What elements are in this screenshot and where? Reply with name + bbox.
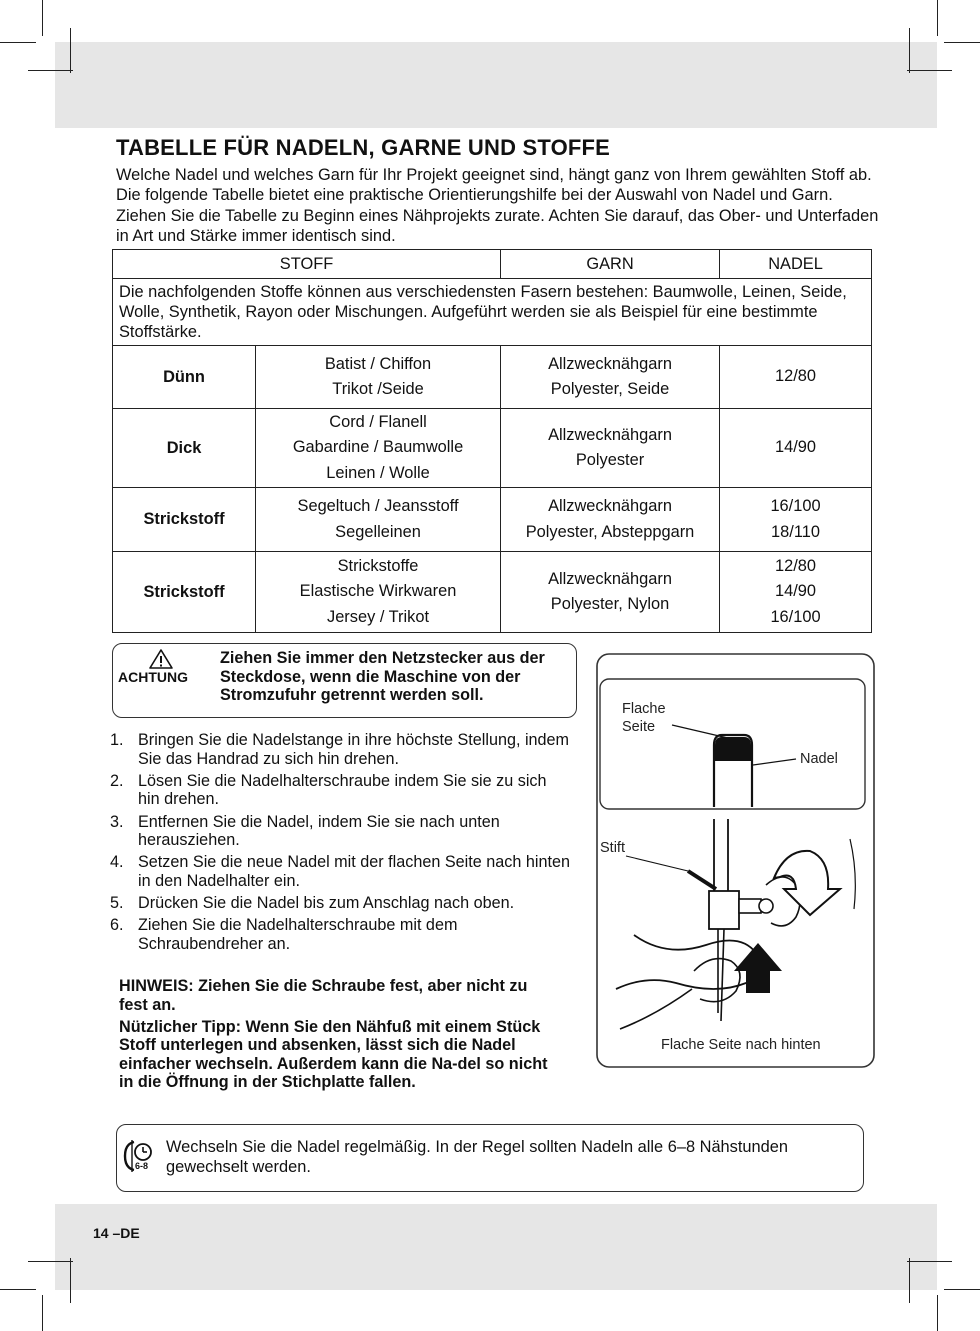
header-stoff: STOFF <box>113 250 501 279</box>
table-row <box>113 488 872 552</box>
table-row <box>113 552 872 633</box>
list-item <box>108 731 570 768</box>
needle-size: 12/80 <box>775 556 817 575</box>
row-needles <box>720 488 872 552</box>
step-text: Ziehen Sie die Nadelhalterschraube mit dem Schraubendreher an. <box>138 916 458 953</box>
pin-label: Stift <box>600 840 625 856</box>
needle-clock-icon <box>120 1136 158 1176</box>
warning-triangle-icon <box>148 648 174 670</box>
thread-item: Allzwecknähgarn <box>548 569 672 588</box>
thread-item: Polyester <box>575 451 645 469</box>
step-number: 3. <box>110 812 124 831</box>
list-item <box>108 853 570 890</box>
row-fabrics <box>256 488 501 552</box>
tip-text: Wechseln Sie die Nadel regelmäßig. In der Regel sollten Nadeln alle 6–8 Nähstunden gewechselt werden. <box>166 1138 789 1176</box>
crop-mark <box>42 1295 43 1331</box>
table-row <box>113 409 872 488</box>
row-threads <box>501 488 720 552</box>
warning-label: ACHTUNG <box>118 669 188 685</box>
fabric-item: Cord / Flanell <box>329 412 427 431</box>
step-number: 5. <box>110 894 124 913</box>
crop-mark <box>907 1261 952 1262</box>
crop-mark <box>909 28 910 73</box>
row-threads <box>501 552 720 633</box>
crop-mark <box>42 0 43 36</box>
row-category: Dünn <box>113 346 256 409</box>
row-fabrics <box>256 552 501 633</box>
row-threads <box>501 346 720 409</box>
fabric-item: Batist / Chiffon <box>324 354 432 373</box>
step-number: 6. <box>110 916 124 935</box>
row-needles <box>720 409 872 488</box>
crop-mark <box>70 28 71 73</box>
fabric-item: Gabardine / Baumwolle <box>292 438 464 457</box>
hint-note: HINWEIS: Ziehen Sie die Schraube fest, aber nicht zu fest an. <box>119 977 528 1014</box>
list-item <box>108 916 570 953</box>
useful-tip-note: Nützlicher Tipp: Wenn Sie den Nähfuß mit einem Stück Stoff unterlegen und absenken, lässt sich die Nadel einfacher wechseln. Außerdem kann die Na-del so nicht in die Öffnung in der Stichplatte fallen. <box>119 1018 548 1091</box>
needle-size: 14/90 <box>775 582 817 601</box>
crop-mark <box>0 42 36 43</box>
row-category: Strickstoff <box>113 552 256 633</box>
flat-side-label: Seite <box>622 719 656 735</box>
step-number: 2. <box>110 771 124 790</box>
step-text: Entfernen Sie die Nadel, indem Sie sie nach unten herausziehen. <box>138 812 500 850</box>
thread-item: Allzwecknähgarn <box>548 354 672 373</box>
needle-size: 16/100 <box>770 607 821 626</box>
crop-mark <box>937 0 938 36</box>
row-category: Strickstoff <box>113 488 256 552</box>
header-garn: GARN <box>501 250 720 279</box>
table-header-row <box>113 250 872 279</box>
crop-mark <box>70 1258 71 1303</box>
thread-item: Polyester, Absteppgarn <box>525 522 695 541</box>
fabric-item: Segelleinen <box>335 522 421 541</box>
crop-mark <box>0 1289 36 1290</box>
warning-text: Ziehen Sie immer den Netzstecker aus der Steckdose, wenn die Maschine von der Stromzufuhr getrennt werden soll. <box>220 649 545 704</box>
crop-mark <box>944 1289 980 1290</box>
thread-item: Allzwecknähgarn <box>548 425 672 444</box>
table-description-row <box>113 279 872 346</box>
flat-side-label: Flache <box>622 701 666 717</box>
needle-size: 12/80 <box>775 367 817 386</box>
step-text: Bringen Sie die Nadelstange in ihre höchste Stellung, indem Sie das Handrad zu sich hin drehen. <box>138 731 570 768</box>
crop-mark <box>937 1295 938 1331</box>
page-number: 14 –DE <box>93 1225 140 1241</box>
row-category: Dick <box>113 409 256 488</box>
crop-mark <box>909 1258 910 1303</box>
crop-mark <box>944 42 980 43</box>
row-needles <box>720 346 872 409</box>
fabric-item: Strickstoffe <box>337 556 419 575</box>
crop-mark <box>28 1261 73 1262</box>
intro-paragraph: Welche Nadel und welches Garn für Ihr Projekt geeignet sind, hängt ganz von Ihrem gewählten Stoff ab. Die folgende Tabelle bietet eine praktische Orientierungshilfe bei der Auswahl von Nadel und Garn. Ziehen Sie die Tabelle zu Beginn eines Nähprojekts zurate. Achten Sie darauf, das Ober- und Unterfaden in Art und Stärke immer identisch sind. <box>116 166 879 246</box>
list-item <box>108 772 570 809</box>
row-fabrics <box>256 409 501 488</box>
page-title: TABELLE FÜR NADELN, GARNE UND STOFFE <box>116 135 611 160</box>
row-threads <box>501 409 720 488</box>
needle-thread-fabric-table <box>112 249 872 633</box>
list-item <box>108 813 570 850</box>
crop-mark <box>907 70 952 71</box>
header-band <box>55 42 937 128</box>
fabric-item: Elastische Wirkwaren <box>299 582 457 601</box>
step-number: 4. <box>110 853 124 872</box>
footer-band <box>55 1204 937 1290</box>
needle-change-figure <box>596 653 876 1069</box>
thread-item: Allzwecknähgarn <box>548 497 672 515</box>
fabric-item: Trikot /Seide <box>332 380 424 398</box>
step-text: Setzen Sie die neue Nadel mit der flachen Seite nach hinten in den Nadelhalter ein. <box>138 853 570 890</box>
table-description: Die nachfolgenden Stoffe können aus verschiedensten Fasern bestehen: Baumwolle, Leinen, Seide, Wolle, Synthetik, Rayon oder Mischungen. Aufgeführt werden sie als Beispiel für eine bestimmte Stoffstärke. <box>113 279 872 346</box>
step-text: Lösen Sie die Nadelhalterschraube indem Sie sie zu sich hin drehen. <box>138 771 547 809</box>
thread-item: Polyester, Nylon <box>550 595 670 613</box>
fabric-item: Leinen / Wolle <box>326 463 430 482</box>
crop-mark <box>28 70 73 71</box>
step-text: Drücken Sie die Nadel bis zum Anschlag nach oben. <box>138 894 515 913</box>
thread-item: Polyester, Seide <box>550 380 670 398</box>
needle-size: 14/90 <box>775 438 817 457</box>
list-item <box>108 894 570 913</box>
flat-side-back-label: Flache Seite nach hinten <box>661 1037 821 1053</box>
header-nadel: NADEL <box>720 250 872 279</box>
needle-size: 18/110 <box>771 522 820 541</box>
icon-hours-text: 6-8 <box>135 1161 149 1171</box>
needle-label: Nadel <box>800 751 838 767</box>
row-fabrics <box>256 346 501 409</box>
step-number: 1. <box>110 731 124 749</box>
fabric-item: Jersey / Trikot <box>327 607 430 626</box>
instruction-steps <box>108 731 570 957</box>
needle-size: 16/100 <box>770 497 821 515</box>
fabric-item: Segeltuch / Jeansstoff <box>297 497 459 515</box>
table-row <box>113 346 872 409</box>
row-needles <box>720 552 872 633</box>
